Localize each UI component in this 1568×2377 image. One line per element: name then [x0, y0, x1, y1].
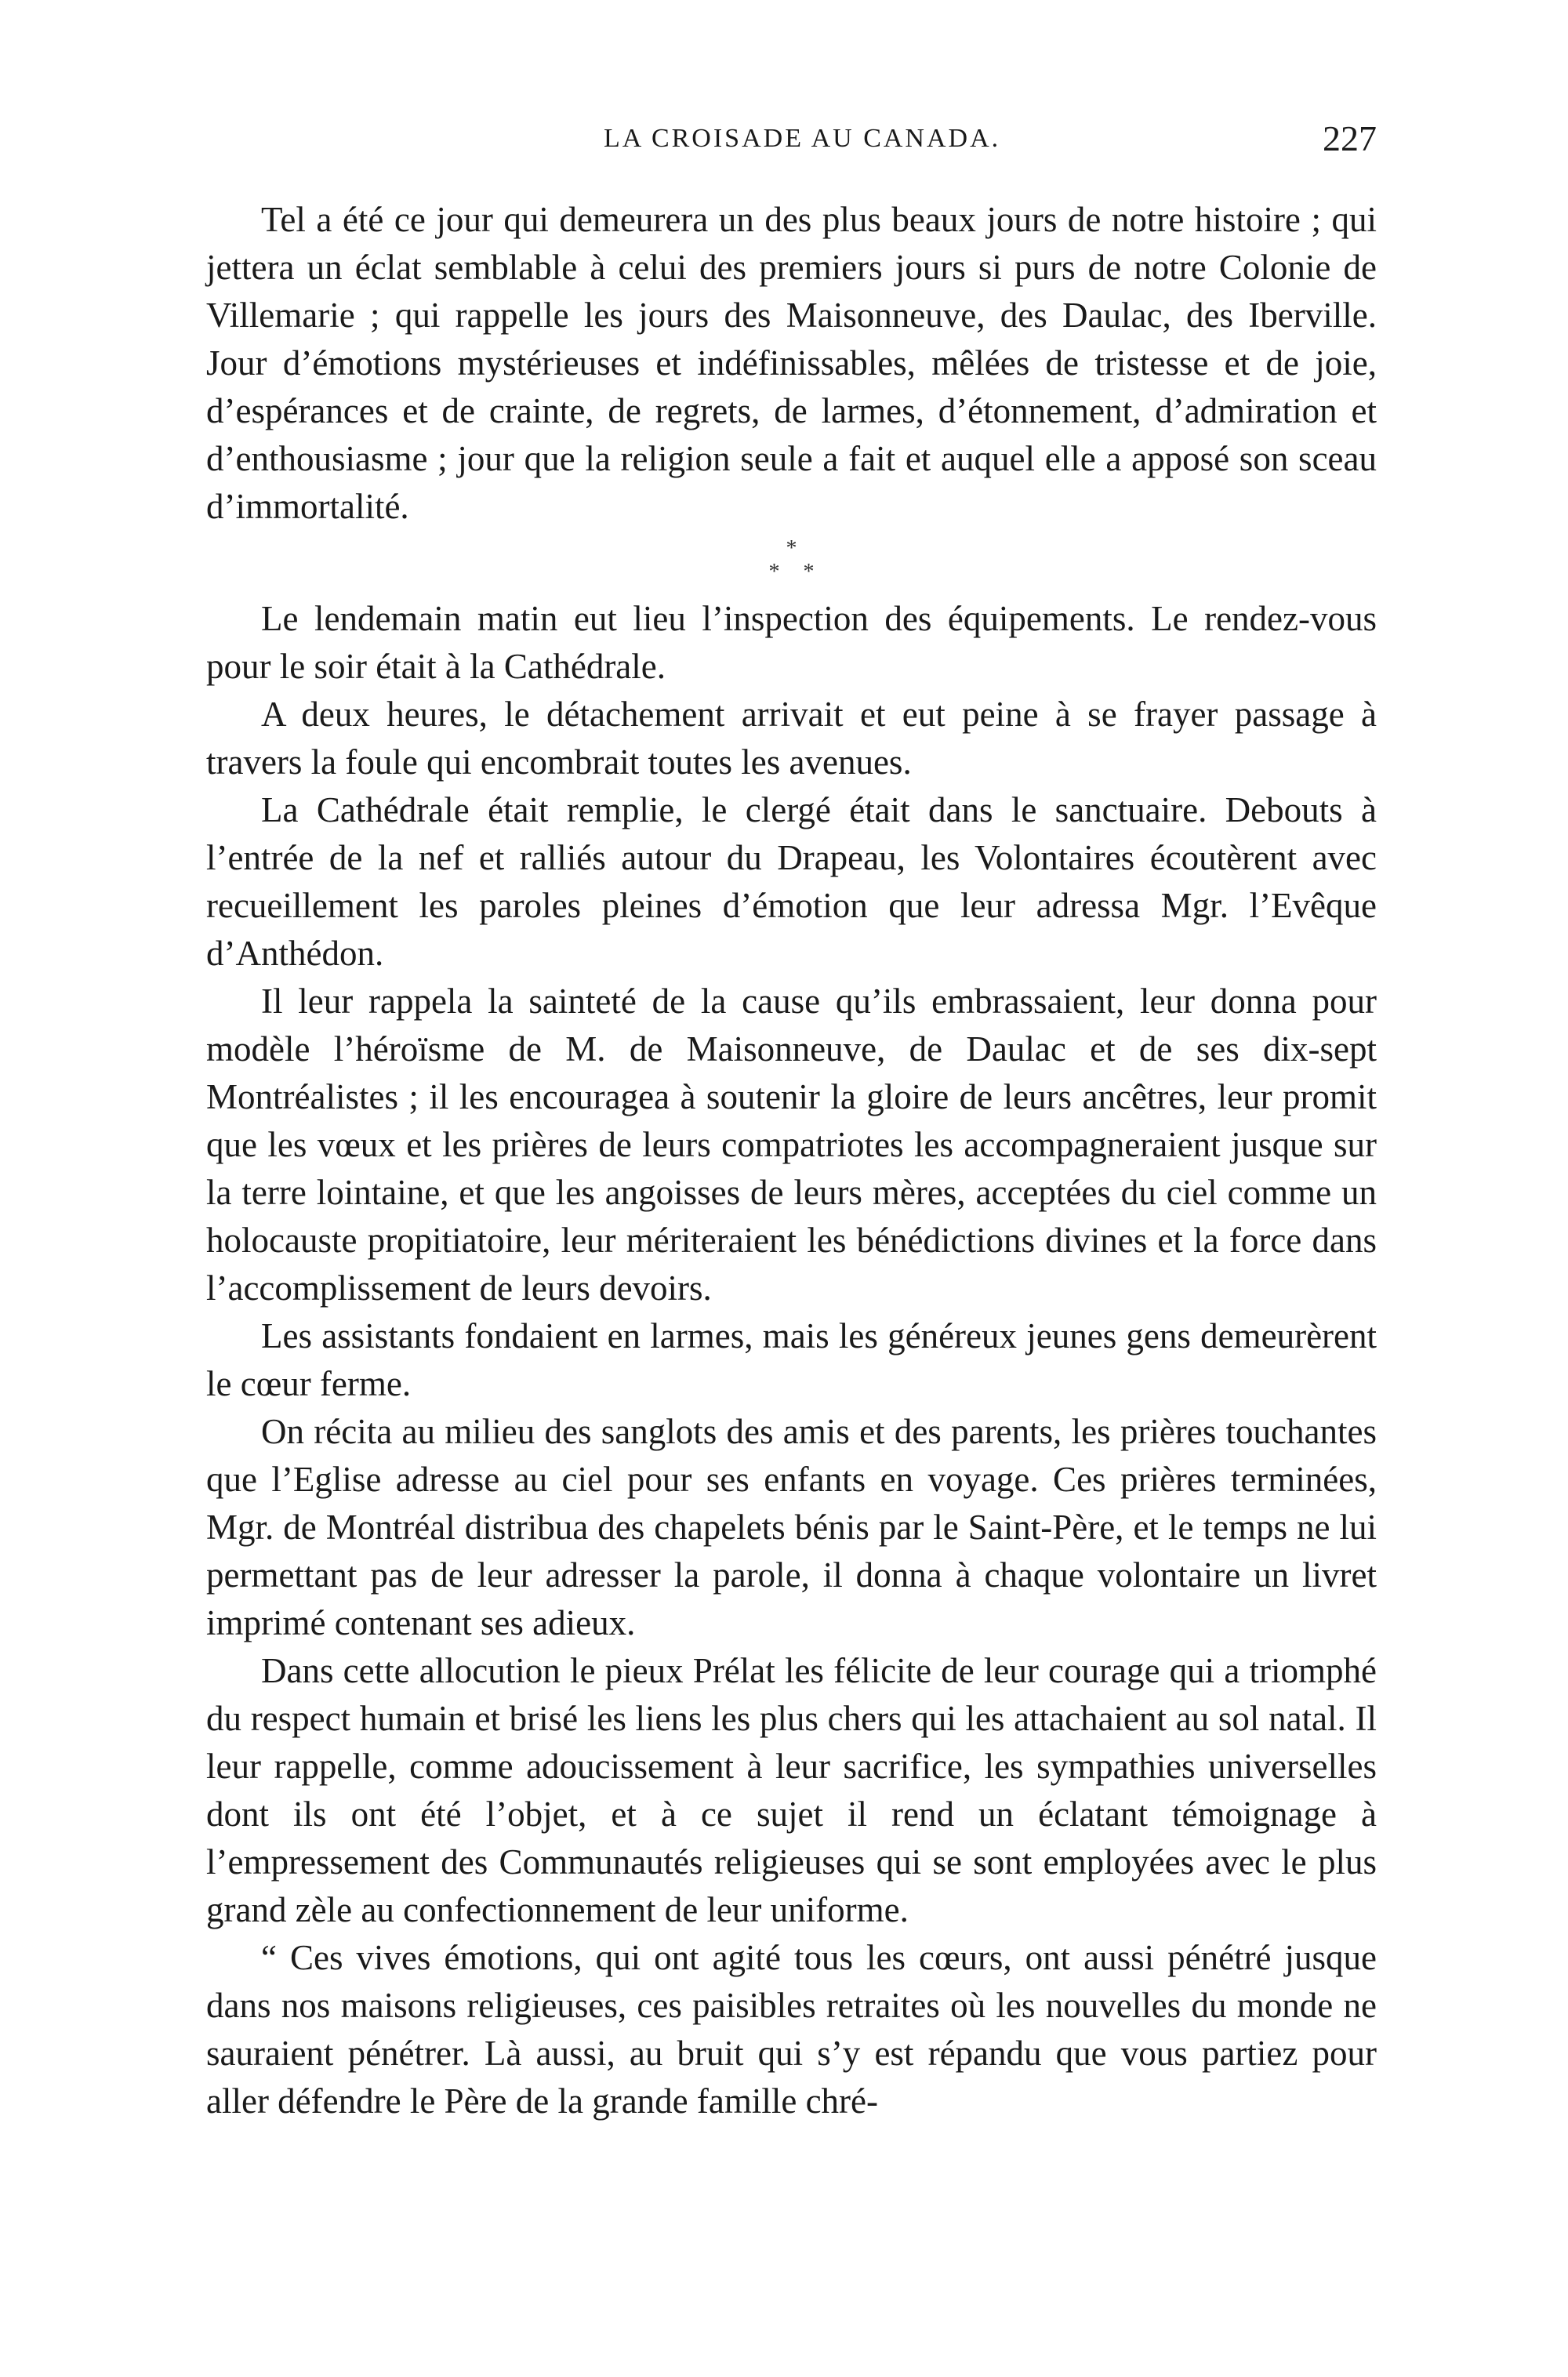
paragraph: Le lendemain matin eut lieu l’inspection des équipements. Le rendez-vous pour le soir était à la Cathédrale.: [206, 599, 1377, 686]
page-number: 227: [1323, 118, 1377, 158]
body-text: [206, 196, 1377, 2125]
page-header: [0, 118, 1568, 165]
paragraph: La Cathédrale était remplie, le clergé était dans le sanctuaire. Debouts à l’entrée de la nef et ralliés autour du Drapeau, les Volontaires écoutèrent avec recueillement les paroles pleines d’émotion que leur adressa Mgr. l’Evêque d’Anthédon.: [206, 790, 1377, 973]
paragraph: “ Ces vives émotions, qui ont agité tous les cœurs, ont aussi pénétré jusque dans nos maisons religieuses, ces paisibles retraites où les nouvelles du monde ne sauraient pénétrer. Là aussi, au bruit qui s’y est répandu que vous partiez pour aller défendre le Père de la grande famille chré-: [206, 1938, 1377, 2121]
paragraph: A deux heures, le détachement arrivait et eut peine à se frayer passage à travers la foule qui encombrait toutes les avenues.: [206, 695, 1377, 782]
section-separator: [206, 537, 1377, 584]
asterism-top-star: *: [786, 536, 797, 561]
paragraph: Les assistants fondaient en larmes, mais les généreux jeunes gens demeurèrent le cœur ferme.: [206, 1316, 1377, 1403]
paragraph: Il leur rappela la sainteté de la cause qu’ils embrassaient, leur donna pour modèle l’héroïsme de M. de Maisonneuve, de Daulac et de ses dix-sept Montréalistes ; il les encouragea à soutenir la gloire de leurs ancêtres, leur promit que les vœux et les prières de leurs compatriotes les accompagneraient jusque sur la terre lointaine, et que les angoisses de leurs mères, acceptées du ciel comme un holocauste propitiatoire, leur mériteraient les bénédictions divines et la force dans l’accomplissement de leurs devoirs.: [206, 982, 1377, 1308]
paragraph: Dans cette allocution le pieux Prélat les félicite de leur courage qui a triomphé du respect humain et brisé les liens les plus chers qui les attachaient au sol natal. Il leur rappelle, comme adoucissement à leur sacrifice, les sympathies universelles dont ils ont été l’objet, et à ce sujet il rend un éclatant témoignage à l’empressement des Communautés religieuses qui se sont employées avec le plus grand zèle au confectionnement de leur uniforme.: [206, 1651, 1377, 1929]
paragraph: Tel a été ce jour qui demeurera un des plus beaux jours de notre histoire ; qui jettera un éclat semblable à celui des premiers jours si purs de notre Colonie de Villemarie ; qui rappelle les jours des Maisonneuve, des Daulac, des Iberville. Jour d’émotions mystérieuses et indéfinissables, mêlées de tristesse et de joie, d’espérances et de crainte, de regrets, de larmes, d’étonnement, d’admiration et d’enthousiasme ; jour que la religion seule a fait et auquel elle a apposé son sceau d’immortalité.: [206, 200, 1377, 526]
paragraph: On récita au milieu des sanglots des amis et des parents, les prières touchantes que l’Eglise adresse au ciel pour ses enfants en voyage. Ces prières terminées, Mgr. de Montréal distribua des chapelets bénis par le Saint-Père, et le temps ne lui permettant pas de leur adresser la parole, il donna à chaque volontaire un livret imprimé contenant ses adieux.: [206, 1412, 1377, 1642]
running-title: LA CROISADE AU CANADA.: [604, 124, 1001, 153]
asterism-bottom-stars: **: [768, 560, 838, 584]
